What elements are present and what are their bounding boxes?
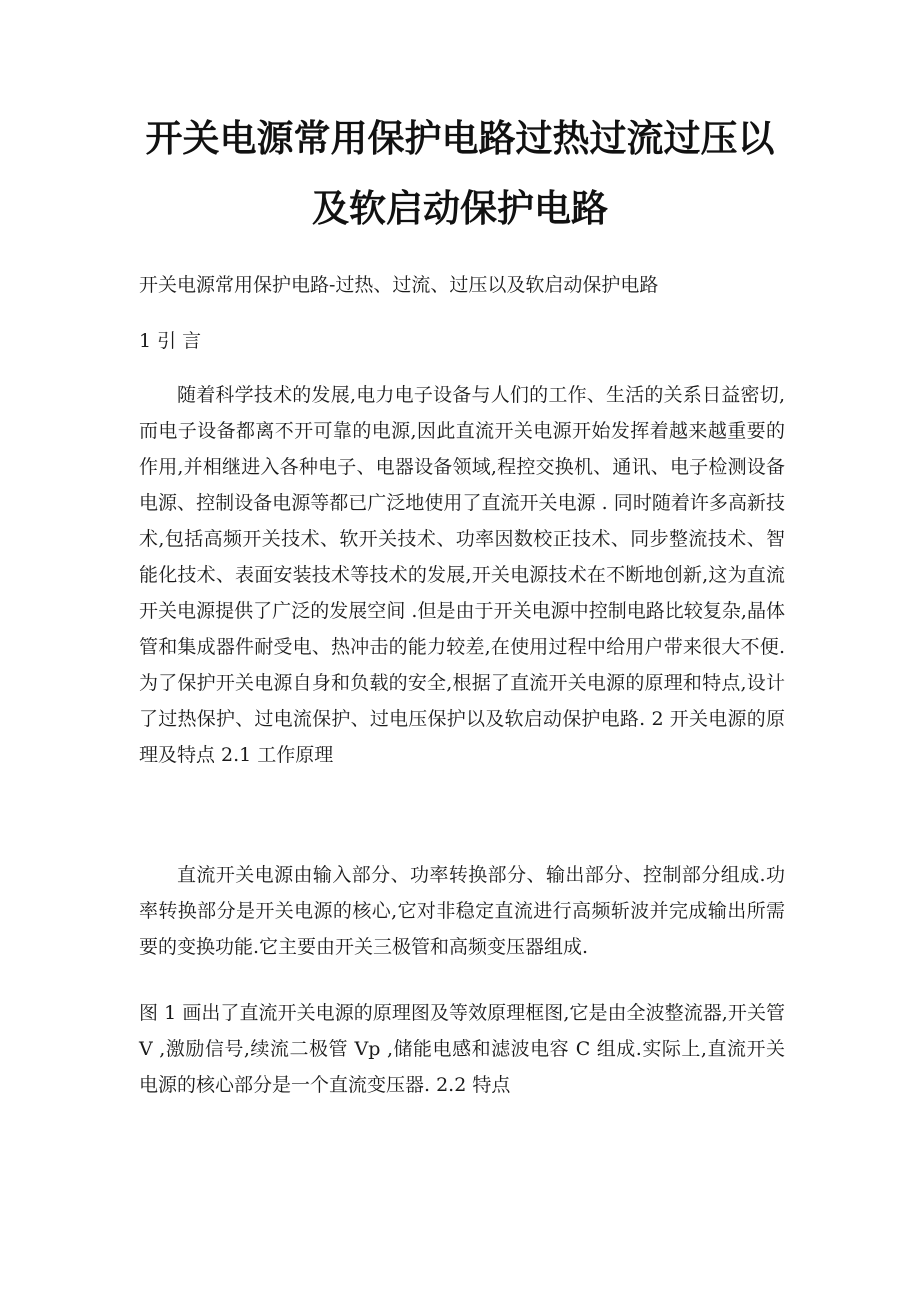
document-title-line-2: 及软启动保护电路 [312, 187, 608, 230]
paragraph-working-principle: 直流开关电源由输入部分、功率转换部分、输出部分、控制部分组成.功率转换部分是开关电源的核心,它对非稳定直流进行高频斩波并完成输出所需要的变换功能.它主要由开关三极管和高频变压器组成. [139, 864, 785, 958]
paragraph-introduction: 随着科学技术的发展,电力电子设备与人们的工作、生活的关系日益密切,而电子设备都离不开可靠的电源,因此直流开关电源开始发挥着越来越重要的作用,并相继进入各种电子、电器设备领域,程控交换机、通讯、电子检测设备电源、控制设备电源等都已广泛地使用了直流开关电源 . 同时随着许多高新技术,包括高频开关技术、软开关技术、功率因数校正技术、同步整流技术、智能化技术、表面安装技术等技术的发展,开关电源技术在不断地创新,这为直流开关电源提供了广泛的发展空间 .但是由于开关电源中控制电路比较复杂,晶体管和集成器件耐受电、热冲击的能力较差,在使用过程中给用户带来很大不便.为了保护开关电源自身和负载的安全,根据了直流开关电源的原理和特点,设计了过热保护、过电流保护、过电压保护以及软启动保护电路. 2 开关电源的原理及特点 2.1 工作原理 [139, 384, 785, 766]
document-title-line-1: 开关电源常用保护电路过热过流过压以 [145, 117, 775, 160]
section-heading-introduction: 1 引 言 [139, 330, 202, 352]
paragraph-figure-description: 图 1 画出了直流开关电源的原理图及等效原理框图,它是由全波整流器,开关管 V ,激励信号,续流二极管 Vp ,储能电感和滤波电容 C 组成.实际上,直流开关电源的核心部分是一个直流变压器. 2.2 特点 [139, 1002, 785, 1096]
document-subtitle: 开关电源常用保护电路-过热、过流、过压以及软启动保护电路 [139, 274, 659, 296]
